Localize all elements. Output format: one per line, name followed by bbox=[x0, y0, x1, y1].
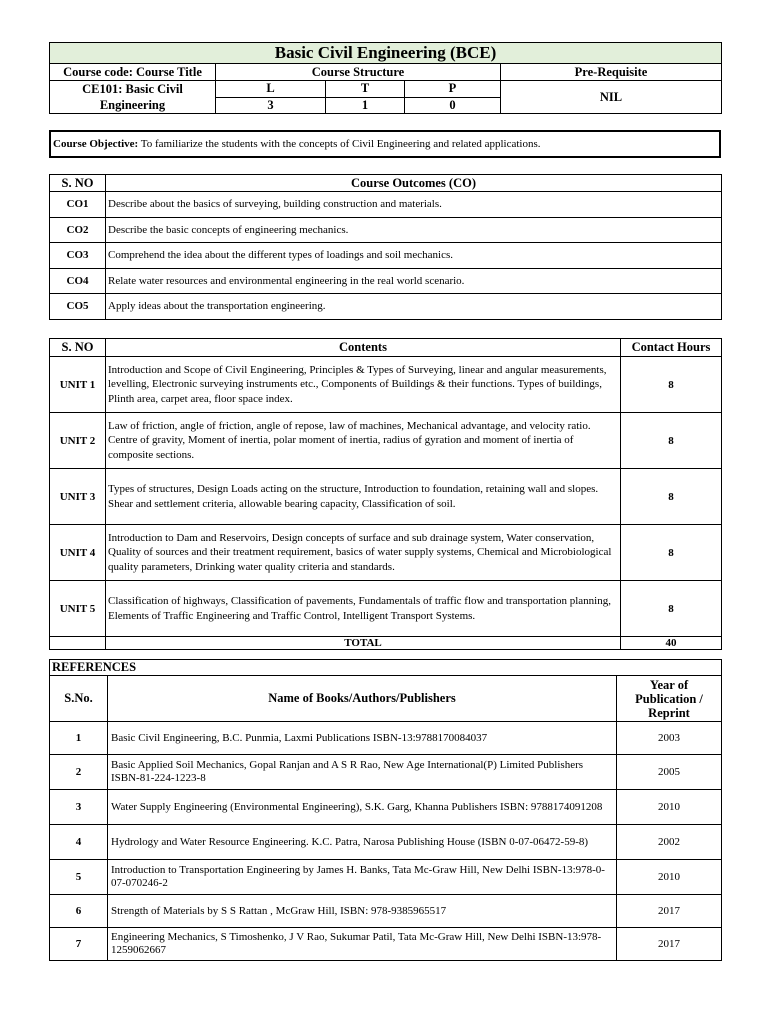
units-contents-header: Contents bbox=[106, 339, 621, 357]
ref-year: 2010 bbox=[617, 790, 722, 825]
unit-hours: 8 bbox=[621, 413, 722, 469]
co-id: CO4 bbox=[50, 268, 106, 294]
course-header-table bbox=[49, 42, 722, 114]
total-label: TOTAL bbox=[106, 637, 621, 650]
co-text: Comprehend the idea about the different types of loadings and soil mechanics. bbox=[106, 243, 722, 269]
ref-number: 7 bbox=[50, 928, 108, 961]
unit-hours: 8 bbox=[621, 357, 722, 413]
table-row bbox=[50, 755, 722, 790]
course-objective bbox=[49, 130, 721, 158]
table-row bbox=[50, 294, 722, 320]
unit-hours: 8 bbox=[621, 581, 722, 637]
ref-sno-header: S.No. bbox=[50, 676, 108, 722]
unit-id: UNIT 1 bbox=[50, 357, 106, 413]
ref-year: 2005 bbox=[617, 755, 722, 790]
table-row bbox=[50, 357, 722, 413]
table-row bbox=[50, 722, 722, 755]
ref-text: Hydrology and Water Resource Engineering. K.C. Patra, Narosa Publishing House (ISBN 0-07-06472-59-8) bbox=[108, 825, 617, 860]
ref-number: 2 bbox=[50, 755, 108, 790]
unit-text: Introduction to Dam and Reservoirs, Design concepts of surface and sub drainage system, Water conservation, Quality of sources and their treatment requirement, basics of water supply systems, Chemical and Microbiological quality parameters, Drinking water quality criteria and standards. bbox=[106, 525, 621, 581]
col-structure-header: Course Structure bbox=[216, 64, 501, 81]
table-row bbox=[50, 217, 722, 243]
ref-year: 2017 bbox=[617, 928, 722, 961]
col-prereq-header: Pre-Requisite bbox=[501, 64, 722, 81]
table-row bbox=[50, 825, 722, 860]
unit-id: UNIT 3 bbox=[50, 469, 106, 525]
prereq-value: NIL bbox=[501, 81, 722, 114]
table-row bbox=[50, 928, 722, 961]
unit-text: Classification of highways, Classification of pavements, Fundamentals of traffic flow and transportation planning, Elements of Traffic Engineering and Traffic Control, Intelligent Transport Systems. bbox=[106, 581, 621, 637]
ref-text: Basic Applied Soil Mechanics, Gopal Ranjan and A S R Rao, New Age International(P) Limited Publishers ISBN-81-224-1223-8 bbox=[108, 755, 617, 790]
ref-books-header: Name of Books/Authors/Publishers bbox=[108, 676, 617, 722]
unit-text: Law of friction, angle of friction, angle of repose, law of machines, Mechanical advantage, and velocity ratio. Centre of gravity, Moment of inertia, polar moment of inertia, radius of gyration and moment of inertia of composite sections. bbox=[106, 413, 621, 469]
co-id: CO3 bbox=[50, 243, 106, 269]
ref-text: Strength of Materials by S S Rattan , McGraw Hill, ISBN: 978-9385965517 bbox=[108, 895, 617, 928]
unit-hours: 8 bbox=[621, 469, 722, 525]
co-text: Describe about the basics of surveying, building construction and materials. bbox=[106, 192, 722, 218]
table-row bbox=[50, 860, 722, 895]
references-heading: REFERENCES bbox=[50, 660, 722, 676]
ref-text: Engineering Mechanics, S Timoshenko, J V Rao, Sukumar Patil, Tata Mc-Graw Hill, New Delhi ISBN-13:978-1259062667 bbox=[108, 928, 617, 961]
table-row bbox=[50, 413, 722, 469]
contents-table bbox=[49, 338, 722, 650]
unit-hours: 8 bbox=[621, 525, 722, 581]
units-hours-header: Contact Hours bbox=[621, 339, 722, 357]
table-row bbox=[50, 895, 722, 928]
table-row bbox=[50, 525, 722, 581]
unit-id: UNIT 5 bbox=[50, 581, 106, 637]
co-id: CO5 bbox=[50, 294, 106, 320]
ref-number: 6 bbox=[50, 895, 108, 928]
table-row bbox=[50, 790, 722, 825]
ref-text: Basic Civil Engineering, B.C. Punmia, Laxmi Publications ISBN-13:9788170084037 bbox=[108, 722, 617, 755]
co-text: Describe the basic concepts of engineering mechanics. bbox=[106, 217, 722, 243]
ref-year: 2010 bbox=[617, 860, 722, 895]
course-outcomes-table bbox=[49, 174, 722, 320]
ref-year-header: Year of Publication / Reprint bbox=[617, 676, 722, 722]
ref-number: 5 bbox=[50, 860, 108, 895]
total-value: 40 bbox=[621, 637, 722, 650]
units-sno-header: S. NO bbox=[50, 339, 106, 357]
co-id: CO2 bbox=[50, 217, 106, 243]
course-code-title: CE101: Basic Civil Engineering bbox=[50, 81, 216, 114]
co-sno-header: S. NO bbox=[50, 175, 106, 192]
co-text: Relate water resources and environmental engineering in the real world scenario. bbox=[106, 268, 722, 294]
unit-text: Introduction and Scope of Civil Engineering, Principles & Types of Surveying, linear and angular measurements, levelling, Electronic surveying instruments etc., Components of Buildings & their functions. Types of buildings, Plinth area, carpet area, floor space index. bbox=[106, 357, 621, 413]
unit-text: Types of structures, Design Loads acting on the structure, Introduction to foundation, retaining wall and slopes. Shear and settlement criteria, allowable bearing capacity, Classification of soil. bbox=[106, 469, 621, 525]
l-label: L bbox=[216, 81, 326, 98]
t-value: 1 bbox=[326, 97, 405, 114]
unit-id: UNIT 2 bbox=[50, 413, 106, 469]
ref-year: 2017 bbox=[617, 895, 722, 928]
p-label: P bbox=[405, 81, 501, 98]
page-title: Basic Civil Engineering (BCE) bbox=[50, 43, 722, 64]
ref-text: Introduction to Transportation Engineering by James H. Banks, Tata Mc-Graw Hill, New Delhi ISBN-13:978-0-07-070246-2 bbox=[108, 860, 617, 895]
co-outcomes-header: Course Outcomes (CO) bbox=[106, 175, 722, 192]
references-table bbox=[49, 659, 722, 961]
ref-number: 1 bbox=[50, 722, 108, 755]
table-row bbox=[50, 581, 722, 637]
table-row bbox=[50, 268, 722, 294]
ref-year: 2002 bbox=[617, 825, 722, 860]
ref-text: Water Supply Engineering (Environmental Engineering), S.K. Garg, Khanna Publishers ISBN: 9788174091208 bbox=[108, 790, 617, 825]
p-value: 0 bbox=[405, 97, 501, 114]
co-id: CO1 bbox=[50, 192, 106, 218]
ref-number: 3 bbox=[50, 790, 108, 825]
table-row bbox=[50, 192, 722, 218]
co-text: Apply ideas about the transportation engineering. bbox=[106, 294, 722, 320]
col-code-title-header: Course code: Course Title bbox=[50, 64, 216, 81]
ref-year: 2003 bbox=[617, 722, 722, 755]
table-row bbox=[50, 243, 722, 269]
table-row bbox=[50, 469, 722, 525]
ref-number: 4 bbox=[50, 825, 108, 860]
unit-id: UNIT 4 bbox=[50, 525, 106, 581]
t-label: T bbox=[326, 81, 405, 98]
objective-label: Course Objective: bbox=[53, 138, 139, 150]
objective-text: To familiarize the students with the concepts of Civil Engineering and related applications. bbox=[140, 138, 541, 150]
l-value: 3 bbox=[216, 97, 326, 114]
